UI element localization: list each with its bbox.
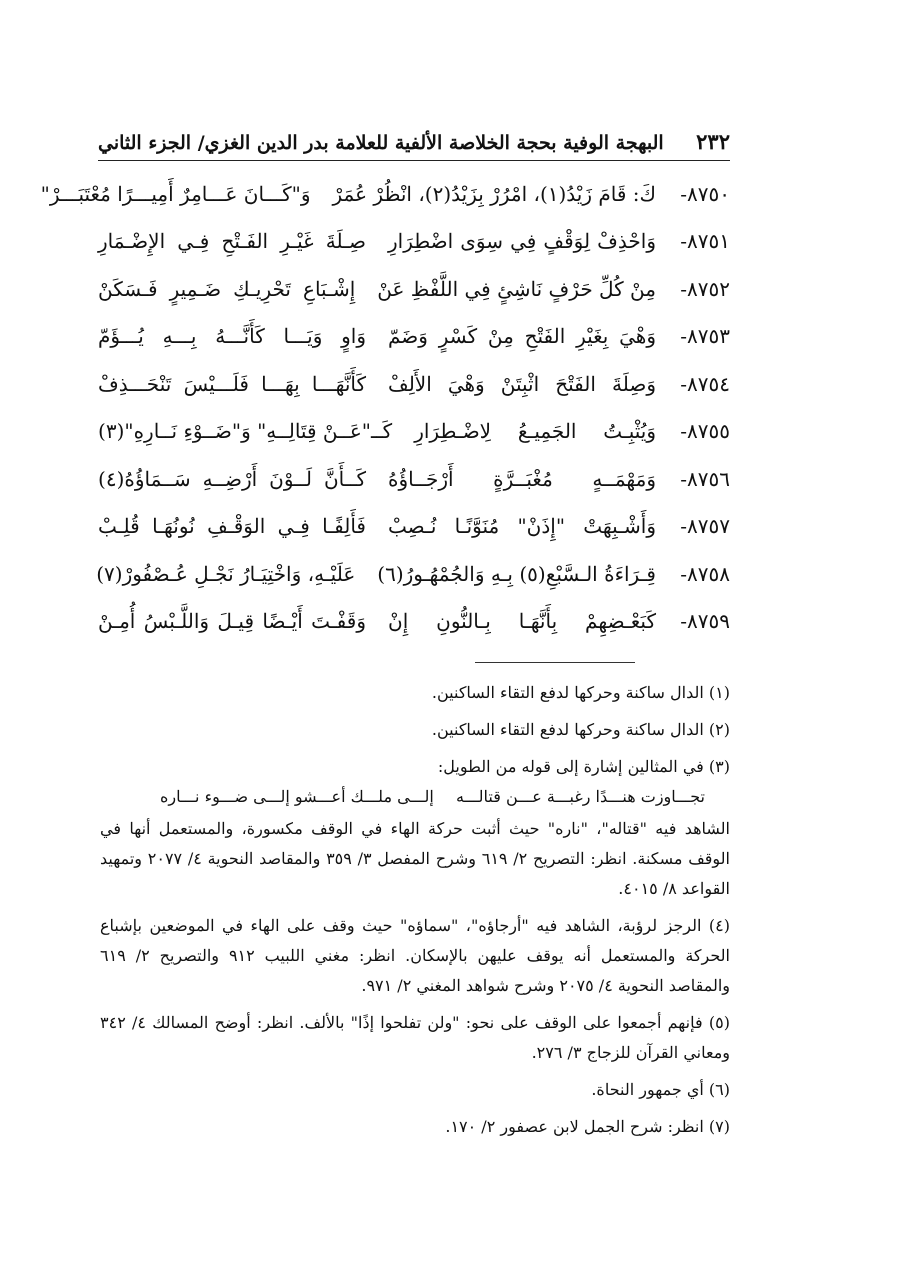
verse-first-hemistich: كَبَعْـضِهِمْ بِأَنَّهَـا بِـالنُّونِ إِنْ — [388, 609, 656, 634]
footnote-text: الرجز لرؤبة، الشاهد فيه "أرجاؤه"، "سماؤه" حيث وقف على الهاء في الموضعين بإشباع الحركة والمستعمل أنه يوقف عليهن بالإسكان. انظر: مغني اللبيب ٩١٢ والتصريح ٢/ ٦١٩ والمقاصد النحوية ٤/ ٢٠٧٥ وشرح شواهد المغني ٢/ ٩٧١. — [100, 916, 730, 995]
footnote — [100, 715, 730, 745]
footnote-text: أي جمهور النحاة. — [591, 1080, 704, 1099]
footnote — [100, 911, 730, 1001]
verse-second-hemistich: فَأَلِفًـا فِـي الوَقْـفِ نُونُهَـا قُلِـبْ — [98, 514, 366, 539]
footnote-marker: (٧) — [708, 1117, 730, 1136]
footnote — [100, 752, 730, 904]
verse-line — [98, 598, 730, 646]
verse-line — [98, 455, 730, 503]
verse-first-hemistich: مِنْ كُلِّ حَرْفٍ نَاشِئٍ فِي اللَّفْظِ عَنْ — [377, 276, 656, 301]
verse-second-hemistich: وَقَفْـتَ أَيْـضًا قِيـلَ وَاللَّـبْسُ أُمِـنْ — [98, 609, 366, 634]
footnote-separator — [475, 662, 635, 663]
footnote-text: في المثالين إشارة إلى قوله من الطويل: — [437, 757, 704, 776]
verse-first-hemistich: وَصِلَةَ الفَتْحَ اثْبِتَنْ وَهْيَ الأَلِفْ — [388, 371, 656, 396]
footnote-commentary: الشاهد فيه "قتاله"، "ناره" حيث أثبت حركة الهاء في الوقف مكسورة، والمستعمل أنها في الوقف مسكنة. انظر: التصريح ٢/ ٦١٩ وشرح المفصل ٣/ ٣٥٩ والمقاصد النحوية ٤/ ٢٠٧٧ وتمهيد القواعد ٨/ ٤٠١٥. — [100, 819, 730, 898]
footnote — [100, 1008, 730, 1068]
verse-second-hemistich: كَــ"عَــنْ قِتَالِــهِ" وَ"ضَــوْءِ نَــارِهِ"(٣) — [98, 419, 393, 444]
verse-line — [98, 265, 730, 313]
footnote-marker: (٥) — [708, 1013, 730, 1032]
verse-first-hemistich: كَ: قَامَ زَيْدُ(١)، امْرُرْ بِزَيْدُ(٢)، انْظُرْ عُمَرْ — [332, 181, 656, 206]
footnote — [100, 1075, 730, 1105]
footnote-text: انظر: شرح الجمل لابن عصفور ٢/ ١٧٠. — [445, 1117, 704, 1136]
verse-number: ٨٧٥٣- — [680, 324, 730, 349]
poem-second-hemistich: إلـــى ملـــك أعـــشو إلـــى ضـــوء نـــاره — [160, 787, 434, 806]
verse-line — [40, 170, 730, 218]
verse-second-hemistich: وَ"كَـــانَ عَـــامِرٌ أَمِيـــرًا مُعْتَبَـــرْ" — [40, 181, 311, 206]
footnote-marker: (٢) — [708, 720, 730, 739]
verse-line — [98, 218, 730, 266]
footnote — [100, 678, 730, 708]
footnote-marker: (٤) — [708, 916, 730, 935]
verse-first-hemistich: قِـرَاءَةُ الـسَّبْعِ(٥) بِـهِ وَالجُمْهُـورُ(٦) — [377, 561, 656, 586]
verse-second-hemistich: كَأَنَّهَـــا بِهَـــا فَلَـــيْسَ تَنْحَـــذِفْ — [98, 371, 366, 396]
page-number: ٢٣٢ — [696, 129, 730, 154]
footnote-marker: (٣) — [708, 757, 730, 776]
page-header — [98, 122, 730, 161]
footnote-marker: (١) — [708, 683, 730, 702]
verse-first-hemistich: وَمَهْمَــهٍ مُغْبَــرَّةٍ أَرْجَــاؤُهُ — [388, 466, 656, 491]
verse-line — [98, 360, 730, 408]
footnote-text: فإنهم أجمعوا على الوقف على نحو: "ولن تفلحوا إذًا" بالألف. انظر: أوضح المسالك ٤/ ٣٤٢ ومعاني القرآن للزجاج ٣/ ٢٧٦. — [100, 1013, 730, 1062]
verse-number: ٨٧٥٧- — [680, 514, 730, 539]
verse-number: ٨٧٥٤- — [680, 371, 730, 396]
footnote — [100, 1112, 730, 1142]
verse-number: ٨٧٥٥- — [680, 419, 730, 444]
verse-first-hemistich: وَاحْذِفْ لِوَقْفٍ فِي سِوَى اضْطِرَارِ — [388, 229, 656, 254]
footnote-marker: (٦) — [708, 1080, 730, 1099]
verse-number: ٨٧٥٩- — [680, 609, 730, 634]
footnotes — [100, 678, 730, 1149]
verse-number: ٨٧٥١- — [680, 229, 730, 254]
poem-first-hemistich: تجـــاوزت هنـــدًا رغبـــة عـــن قتالـــه — [456, 787, 705, 806]
verse-line — [98, 503, 730, 551]
verse-second-hemistich: صِـلَةَ غَيْـرِ الفَـتْحِ فِـي الإِضْـمَارِ — [98, 229, 366, 254]
verse-list — [40, 170, 730, 645]
verse-line — [98, 408, 730, 456]
verse-number: ٨٧٥٢- — [680, 276, 730, 301]
cited-poem-verse — [100, 782, 730, 812]
verse-first-hemistich: وَهْيَ بِغَيْرِ الفَتْحِ مِنْ كَسْرٍ وَضَمّ — [388, 324, 656, 349]
verse-second-hemistich: كَــأَنَّ لَــوْنَ أَرْضِــهِ سَــمَاؤُهُ(٤) — [98, 466, 366, 491]
verse-first-hemistich: وَيُثْبِـتُ الجَمِيـعُ لِاضْـطِرَارِ — [414, 419, 656, 444]
footnote-text: الدال ساكنة وحركها لدفع التقاء الساكنين. — [431, 720, 704, 739]
footnote-text: الدال ساكنة وحركها لدفع التقاء الساكنين. — [431, 683, 704, 702]
verse-second-hemistich: إِشْـبَاعِ تَحْرِيـكِ ضَـمِيرٍ فَـسَكَنْ — [98, 276, 356, 301]
verse-line — [98, 550, 730, 598]
verse-second-hemistich: عَلَيْـهِ، وَاخْتِيَـارُ نَجْـلِ عُـصْفُورْ(٧) — [96, 561, 356, 586]
verse-number: ٨٧٥٦- — [680, 466, 730, 491]
verse-second-hemistich: وَاوٍ وَيَـــا كَأَنَّـــهُ بِـــهِ يُـــؤَمّ — [98, 324, 366, 349]
verse-number: ٨٧٥٨- — [680, 561, 730, 586]
verse-first-hemistich: وَأَشْـبِهَتْ "إِذَنْ" مُنَوَّنًـا نُـصِبْ — [388, 514, 656, 539]
running-title: البهجة الوفية بحجة الخلاصة الألفية للعلامة بدر الدين الغزي/ الجزء الثاني — [98, 132, 664, 154]
verse-line — [98, 313, 730, 361]
verse-number: ٨٧٥٠- — [680, 181, 730, 206]
